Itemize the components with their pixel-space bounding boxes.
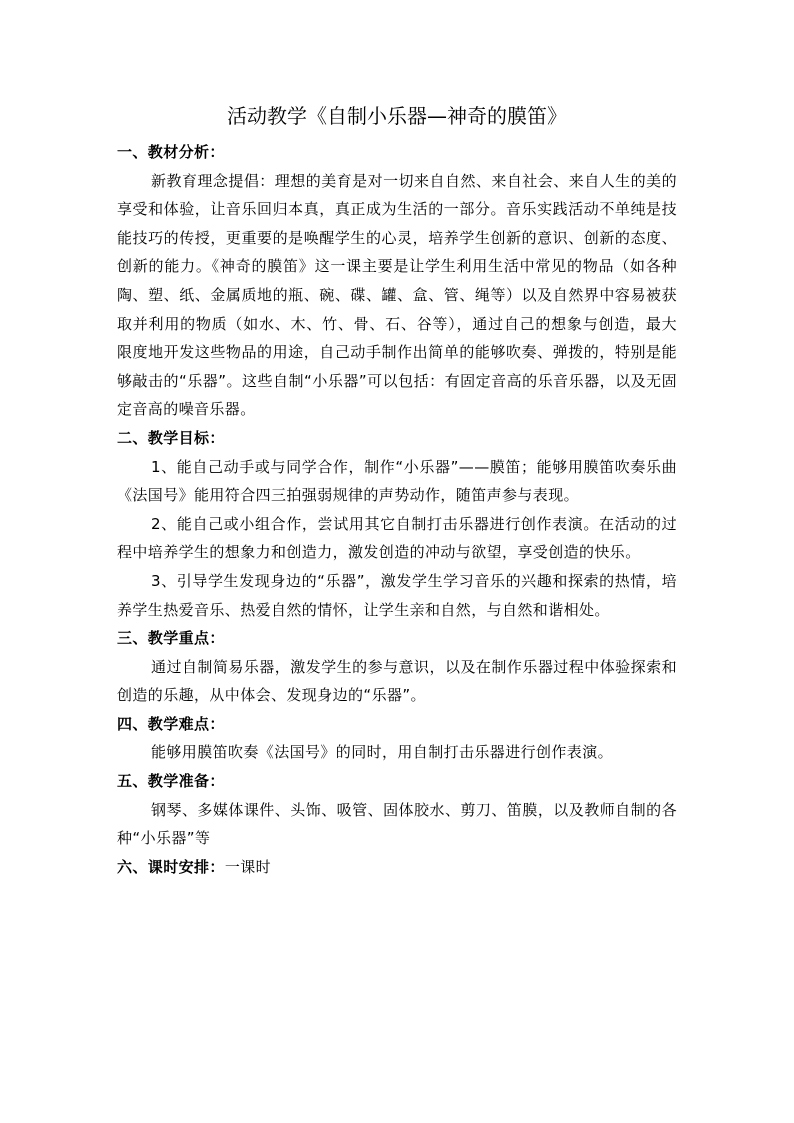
key-points-paragraph: 通过自制简易乐器，激发学生的参与意识，以及在制作乐器过程中体验探索和创造的乐趣，从中体会、发现身边的“乐器”。	[117, 657, 677, 705]
document-body	[117, 138, 677, 881]
preparation-paragraph: 钢琴、多媒体课件、头饰、吸管、固体胶水、剪刀、笛膜，以及教师自制的各种“小乐器”等	[117, 800, 677, 848]
section-heading-key-points: 三、教学重点：	[117, 629, 225, 648]
section-heading-analysis: 一、教材分析：	[117, 143, 225, 161]
section-heading-difficulties: 四、教学难点：	[117, 714, 225, 733]
goal-paragraph-3: 3、引导学生发现身边的“乐器”，激发学生学习音乐的兴趣和探索的热情，培养学生热爱音乐、热爱自然的情怀，让学生亲和自然，与自然和谐相处。	[117, 571, 677, 619]
schedule-value: 一课时	[224, 857, 272, 876]
section-heading-preparation: 五、教学准备：	[117, 772, 225, 791]
goal-paragraph-2: 2、能自己或小组合作，尝试用其它自制打击乐器进行创作表演。在活动的过程中培养学生的想象力和创造力，激发创造的冲动与欲望，享受创造的快乐。	[117, 514, 677, 562]
document-title: 活动教学《自制小乐器—神奇的膜笛》	[227, 104, 567, 128]
section-heading-goals: 二、教学目标：	[117, 428, 225, 447]
section-schedule	[117, 853, 677, 882]
analysis-paragraph: 新教育理念提倡：理想的美育是对一切来自自然、来自社会、来自人生的美的享受和体验，让音乐回归本真，真正成为生活的一部分。音乐实践活动不单纯是技能技巧的传授，更重要的是唤醒学生的心灵，培养学生创新的意识、创新的态度、创新的能力。《神奇的膜笛》这一课主要是让学生利用生活中常见的物品（如各种陶、塑、纸、金属质地的瓶、碗、碟、罐、盒、管、绳等）以及自然界中容易被获取并利用的物质（如水、木、竹、骨、石、谷等），通过自己的想象与创造，最大限度地开发这些物品的用途，自己动手制作出简单的能够吹奏、弹拨的，特别是能够敲击的“乐器”。这些自制“小乐器”可以包括：有固定音高的乐音乐器，以及无固定音高的噪音乐器。	[117, 171, 677, 419]
goal-paragraph-1: 1、能自己动手或与同学合作，制作“小乐器”——膜笛；能够用膜笛吹奏乐曲《法国号》能用符合四三拍强弱规律的声势动作，随笛声参与表现。	[117, 457, 677, 505]
difficulties-paragraph: 能够用膜笛吹奏《法国号》的同时，用自制打击乐器进行创作表演。	[151, 743, 614, 762]
schedule-heading: 六、课时安排：	[117, 857, 225, 876]
